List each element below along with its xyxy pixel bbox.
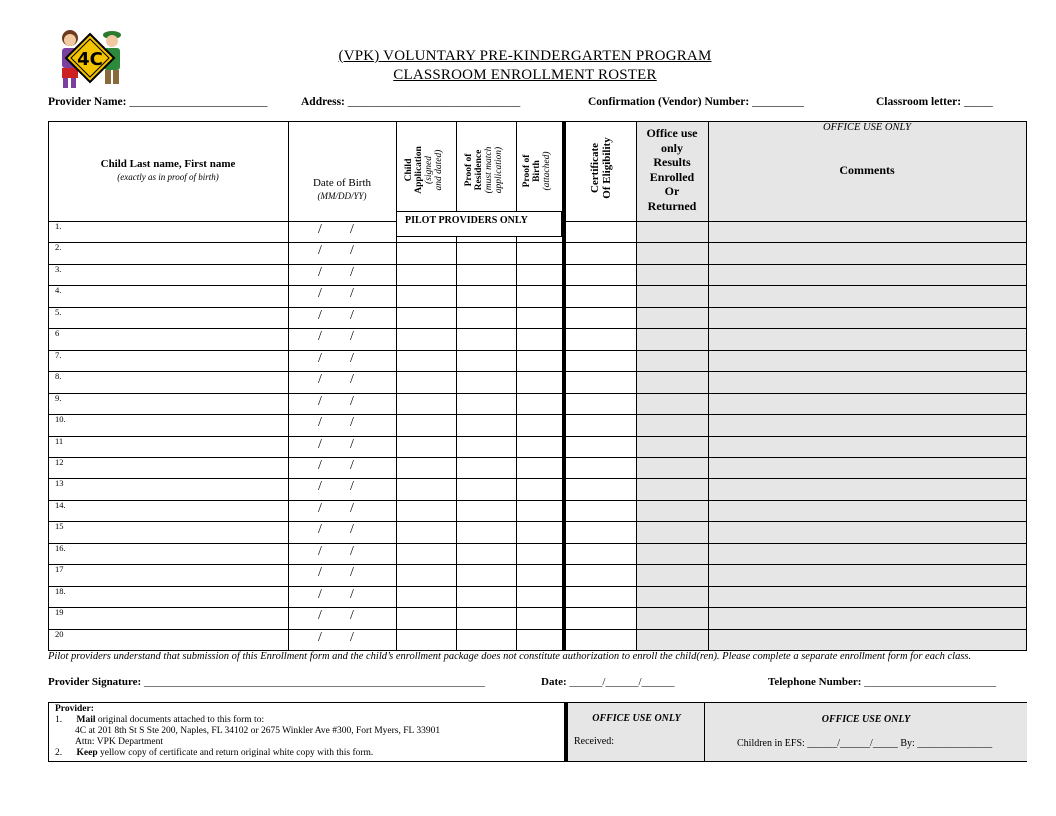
date-slash: / [350,608,354,623]
date-slash: / [350,565,354,580]
row-number: 5. [55,307,62,317]
table-row[interactable] [48,457,1027,478]
date-slash: / [318,351,322,366]
signature-label: Provider Signature: [48,676,142,688]
row-number: 6 [55,328,60,338]
provider-name-blank[interactable]: ________________________ [129,96,268,108]
provider-name-label: Provider Name: [48,96,127,108]
date-slash: / [318,479,322,494]
date-slash: / [318,243,322,258]
table-row[interactable] [48,285,1027,306]
date-slash: / [318,544,322,559]
confirmation-number-field[interactable] [588,96,804,108]
date-slash: / [350,544,354,559]
row-number: 11 [55,436,64,446]
row-number: 14. [55,500,66,510]
signature-blank[interactable]: ______________________________________________________________ [143,676,485,688]
date-slash: / [350,522,354,537]
classroom-blank[interactable]: _____ [963,96,993,108]
date-slash: / [350,437,354,452]
date-label: Date: [541,676,567,688]
date-slash: / [318,437,322,452]
date-blank[interactable]: ______/______/______ [569,676,675,688]
row-number: 9. [55,393,62,403]
date-slash: / [350,479,354,494]
date-slash: / [350,243,354,258]
table-row[interactable] [48,436,1027,457]
row-number: 2. [55,242,62,252]
svg-text:4C: 4C [77,49,103,70]
telephone-label: Telephone Number: [768,676,862,688]
date-slash: / [318,608,322,623]
office-efs-box: OFFICE USE ONLY Children in EFS: ______/______/_____ By: _______________ [705,703,1027,761]
address-blank[interactable]: ______________________________ [347,96,521,108]
confirmation-blank[interactable]: _________ [752,96,804,108]
table-row[interactable] [48,371,1027,392]
table-row[interactable] [48,521,1027,542]
date-slash: / [318,372,322,387]
date-slash: / [318,565,322,580]
date-slash: / [350,501,354,516]
date-slash: / [350,415,354,430]
date-slash: / [318,394,322,409]
table-row[interactable] [48,629,1027,650]
date-slash: / [350,587,354,602]
date-slash: / [318,458,322,473]
confirmation-label: Confirmation (Vendor) Number: [588,96,750,108]
mailing-address: 4C at 201 8th St S Ste 200, Naples, FL 34102 or 2675 Winkler Ave #300, Fort Myers, FL 33901 [75,726,441,736]
date-slash: / [350,265,354,280]
date-slash: / [350,286,354,301]
form-title: (VPK) VOLUNTARY PRE-KINDERGARTEN PROGRAM [338,48,712,64]
date-slash: / [318,415,322,430]
date-slash: / [318,630,322,645]
classroom-letter-field[interactable] [876,96,993,108]
attention-line: Attn: VPK Department [75,737,163,747]
table-row[interactable] [48,264,1027,285]
date-slash: / [350,394,354,409]
pilot-disclaimer: Pilot providers understand that submission of this Enrollment form and the child’s enrollment package does not constitute authorization to enroll the child(ren). Please complete a separate enrollment form for each class. [48,651,972,662]
row-number: 10. [55,414,66,424]
date-slash: / [350,351,354,366]
table-row[interactable] [48,242,1027,263]
row-number: 8. [55,371,62,381]
date-slash: / [318,587,322,602]
child-name-header: Child Last name, First name (exactly as in proof of birth) [100,158,236,182]
provider-signature-field[interactable] [48,676,485,688]
address-label: Address: [301,96,345,108]
telephone-field[interactable] [768,676,996,688]
instructions-footer [48,702,1027,762]
office-received-box: OFFICE USE ONLY Received: [568,703,705,761]
address-field[interactable] [301,96,520,108]
table-row[interactable] [48,478,1027,499]
provider-instructions: Provider: 1. Mail original documents attached to this form to: 4C at 201 8th St S Ste 200, Naples, FL 34102 or 2675 Winkler Ave #300, Fort Myers, FL 33901 Attn: VPK Department 2. Keep yellow copy of certificate and return original white copy with this form. [49,703,565,761]
comments-header: Comments [839,163,895,177]
row-number: 1. [55,221,62,231]
row-number: 16. [55,543,66,553]
row-number: 19 [55,607,64,617]
date-slash: / [318,286,322,301]
row-number: 7. [55,350,62,360]
row-number: 13 [55,478,64,488]
row-number: 12 [55,457,64,467]
table-row[interactable] [48,350,1027,371]
date-slash: / [350,630,354,645]
date-slash: / [350,329,354,344]
table-row[interactable] [48,500,1027,521]
date-slash: / [318,265,322,280]
row-number: 15 [55,521,64,531]
table-row[interactable] [48,328,1027,349]
table-row[interactable] [48,543,1027,564]
enrollment-roster-table [48,121,1027,651]
classroom-label: Classroom letter: [876,96,962,108]
row-number: 4. [55,285,62,295]
date-slash: / [350,372,354,387]
child-application-header: Child Application (signed and dated) [404,146,444,194]
table-row[interactable] [48,393,1027,414]
row-number: 3. [55,264,62,274]
comments-office-use-label: OFFICE USE ONLY [823,122,911,133]
table-row[interactable] [48,607,1027,628]
date-slash: / [350,458,354,473]
row-number: 18. [55,586,66,596]
table-row[interactable] [48,586,1027,607]
date-slash: / [318,308,322,323]
office-results-header: Office use only Results Enrolled Or Returned [646,126,698,213]
dob-header: Date of Birth (MM/DD/YY) [312,177,372,201]
date-slash: / [318,222,322,237]
received-label: Received: [574,736,614,747]
certificate-header: Certificate Of Eligibility [589,137,613,199]
pilot-providers-only-label: PILOT PROVIDERS ONLY [396,211,562,237]
date-slash: / [318,522,322,537]
children-in-efs-label: Children in EFS: ______/______/_____ By: _______________ [737,738,993,749]
proof-of-residence-header: Proof of Residence (must match application) [464,146,504,194]
date-slash: / [350,308,354,323]
date-slash: / [318,501,322,516]
date-slash: / [350,222,354,237]
row-number: 17 [55,564,64,574]
table-row[interactable] [48,307,1027,328]
table-row[interactable] [48,414,1027,435]
row-number: 20 [55,629,64,639]
telephone-blank[interactable]: ________________________ [864,676,997,688]
provider-name-field[interactable] [48,96,267,108]
table-row[interactable] [48,564,1027,585]
proof-of-birth-header: Proof of Birth (attached) [522,151,552,191]
date-field[interactable] [541,676,675,688]
date-slash: / [318,329,322,344]
form-subtitle: CLASSROOM ENROLLMENT ROSTER [393,67,657,83]
